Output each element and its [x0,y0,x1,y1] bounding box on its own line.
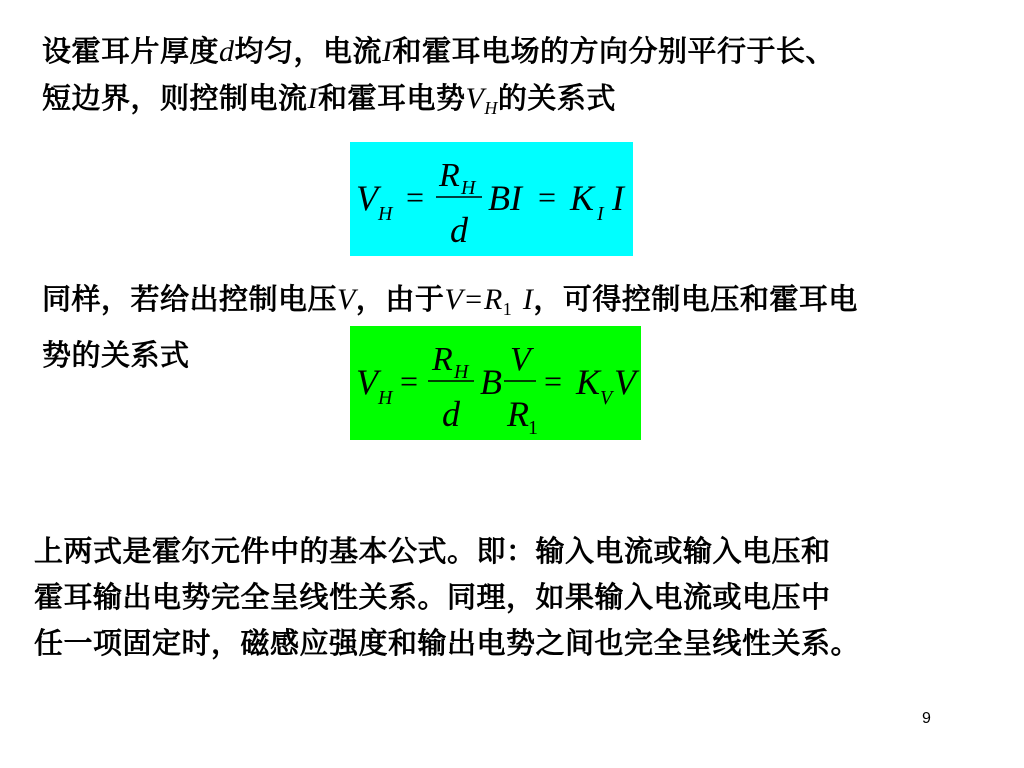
formula-voltage [350,326,641,440]
second-line-2: 势的关系式 [42,338,190,372]
conclusion-line-1: 上两式是霍尔元件中的基本公式。即：输入电流或输入电压和 [34,534,831,568]
conclusion-line-3: 任一项固定时，磁感应强度和输出电势之间也完全呈线性关系。 [34,626,861,660]
symbol-voltage: V [444,283,464,316]
symbol-resistance-subscript: 1 [502,299,513,319]
intro-text: 设霍耳片厚度 [42,34,220,68]
math-equals: = [406,179,425,215]
math-equals: = [544,363,563,399]
conclusion-line-2: 霍耳输出电势完全呈线性关系。同理，如果输入电流或电压中 [34,580,831,614]
intro-text: 均匀，电流 [234,34,383,68]
symbol-current: I [382,35,393,68]
second-line-1 [42,276,858,332]
second-text: ，可得控制电压和霍耳电 [533,282,858,316]
intro-line-2 [42,75,835,131]
math-V: V [356,178,378,218]
symbol-current: I [522,283,534,316]
math-sub-H: H [378,387,393,409]
intro-text: 和霍耳电势 [318,81,466,115]
conclusion-paragraph [34,528,860,666]
symbol-resistance: R [483,283,503,316]
math-K: K [576,362,601,402]
intro-text: 短边界，则控制电流 [42,81,308,115]
math-sub-H: H [378,203,393,225]
math-K: K [570,178,595,218]
math-V: V [510,341,531,378]
formula-current [350,142,633,256]
symbol-hall-subscript: H [484,98,498,118]
math-V: V [614,362,636,402]
second-text: ，由于 [355,282,445,316]
math-d: d [442,394,460,434]
symbol-voltage: V [337,283,356,316]
intro-text: 的关系式 [497,81,616,115]
math-R: R [432,341,453,378]
math-equals: = [400,363,419,399]
math-sub-H: H [461,177,476,199]
math-sub-1: 1 [528,417,538,439]
symbol-current: I [307,82,319,115]
symbol-hall-voltage: V [465,82,485,115]
math-sub-H: H [454,361,469,383]
symbol-equals: = [463,283,484,316]
intro-text: 和霍耳电场的方向分别平行于长、 [392,34,836,68]
formula-voltage-box [350,326,641,440]
math-I: I [612,178,624,218]
formula-current-box [350,142,633,256]
math-sub-V: V [600,387,613,409]
math-equals: = [538,179,557,215]
math-V: V [356,362,378,402]
math-BI: BI [488,178,522,218]
symbol-d: d [219,35,235,68]
math-R: R [439,157,460,194]
page-number: 9 [922,710,931,727]
intro-line-1 [42,28,835,75]
math-d: d [450,210,468,250]
math-R: R [507,394,529,434]
math-B: B [480,362,502,402]
math-sub-I: I [597,203,604,225]
intro-paragraph [42,28,835,131]
second-text: 同样，若给出控制电压 [42,282,338,316]
